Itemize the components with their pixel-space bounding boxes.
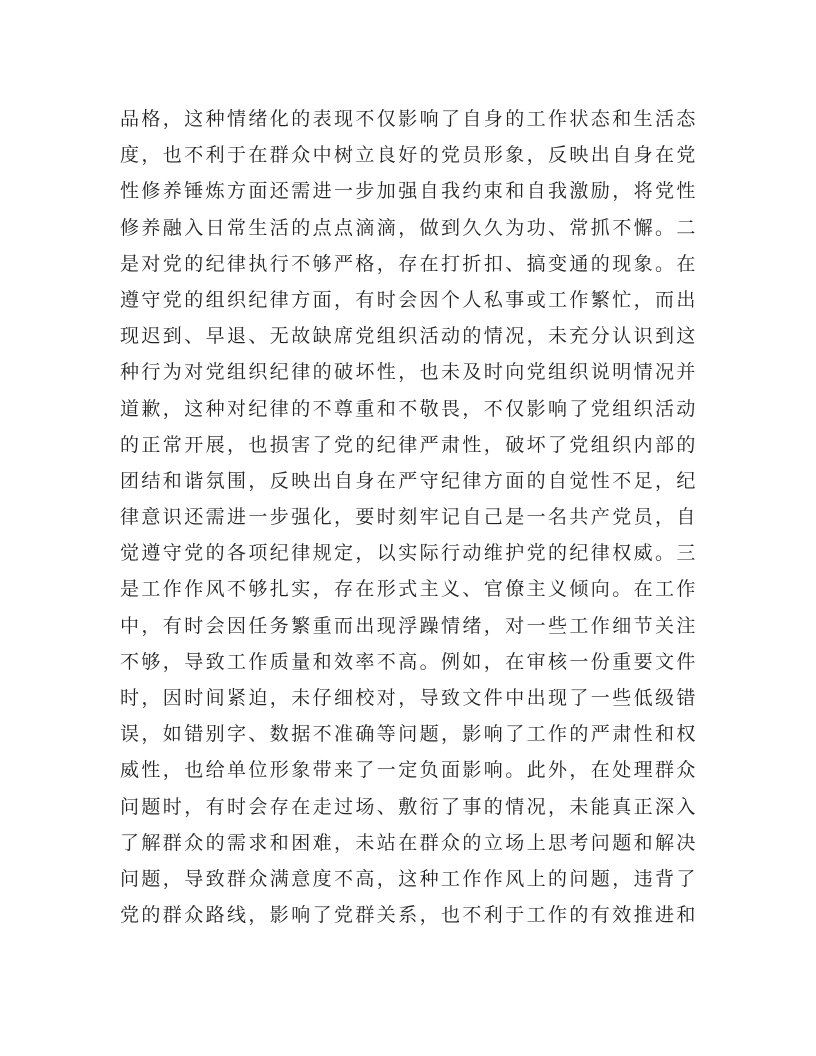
text-line-22: 问题，导致群众满意度不高，这种工作作风上的问题，违背了: [120, 867, 696, 890]
text-line-12: 律意识还需进一步强化，要时刻牢记自己是一名共产党员，自: [120, 506, 696, 529]
text-line-11: 团结和谐氛围，反映出自身在严守纪律方面的自觉性不足，纪: [120, 469, 696, 492]
text-line-2: 度，也不利于在群众中树立良好的党员形象，反映出自身在党: [120, 144, 696, 167]
text-line-7: 现迟到、早退、无故缺席党组织活动的情况，未充分认识到这: [120, 325, 696, 348]
text-line-21: 了解群众的需求和困难，未站在群众的立场上思考问题和解决: [120, 831, 696, 854]
text-line-9: 道歉，这种对纪律的不尊重和不敬畏，不仅影响了党组织活动: [120, 397, 696, 420]
text-line-4: 修养融入日常生活的点点滴滴，做到久久为功、常抓不懈。二: [120, 216, 696, 239]
text-line-15: 中，有时会因任务繁重而出现浮躁情绪，对一些工作细节关注: [120, 614, 696, 637]
text-line-14: 是工作作风不够扎实，存在形式主义、官僚主义倾向。在工作: [120, 578, 696, 601]
text-line-8: 种行为对党组织纪律的破坏性，也未及时向党组织说明情况并: [120, 361, 696, 384]
text-line-20: 问题时，有时会存在走过场、敷衍了事的情况，未能真正深入: [120, 795, 696, 818]
text-line-17: 时，因时间紧迫，未仔细校对，导致文件中出现了一些低级错: [120, 687, 696, 709]
text-line-5: 是对党的纪律执行不够严格，存在打折扣、搞变通的现象。在: [120, 252, 696, 275]
text-line-19: 威性，也给单位形象带来了一定负面影响。此外，在处理群众: [120, 759, 696, 782]
text-line-23: 党的群众路线，影响了党群关系，也不利于工作的有效推进和: [120, 904, 696, 927]
text-line-3: 性修养锤炼方面还需进一步加强自我约束和自我激励，将党性: [120, 180, 696, 203]
text-line-6: 遵守党的组织纪律方面，有时会因个人私事或工作繁忙，而出: [120, 288, 696, 311]
text-line-1: 品格，这种情绪化的表现不仅影响了自身的工作状态和生活态: [120, 108, 696, 130]
text-line-16: 不够，导致工作质量和效率不高。例如，在审核一份重要文件: [120, 650, 696, 673]
body-text: [120, 101, 696, 933]
text-line-13: 觉遵守党的各项纪律规定，以实际行动维护党的纪律权威。三: [120, 542, 696, 565]
text-line-10: 的正常开展，也损害了党的纪律严肃性，破坏了党组织内部的: [120, 433, 696, 456]
text-line-18: 误，如错别字、数据不准确等问题，影响了工作的严肃性和权: [120, 723, 696, 746]
